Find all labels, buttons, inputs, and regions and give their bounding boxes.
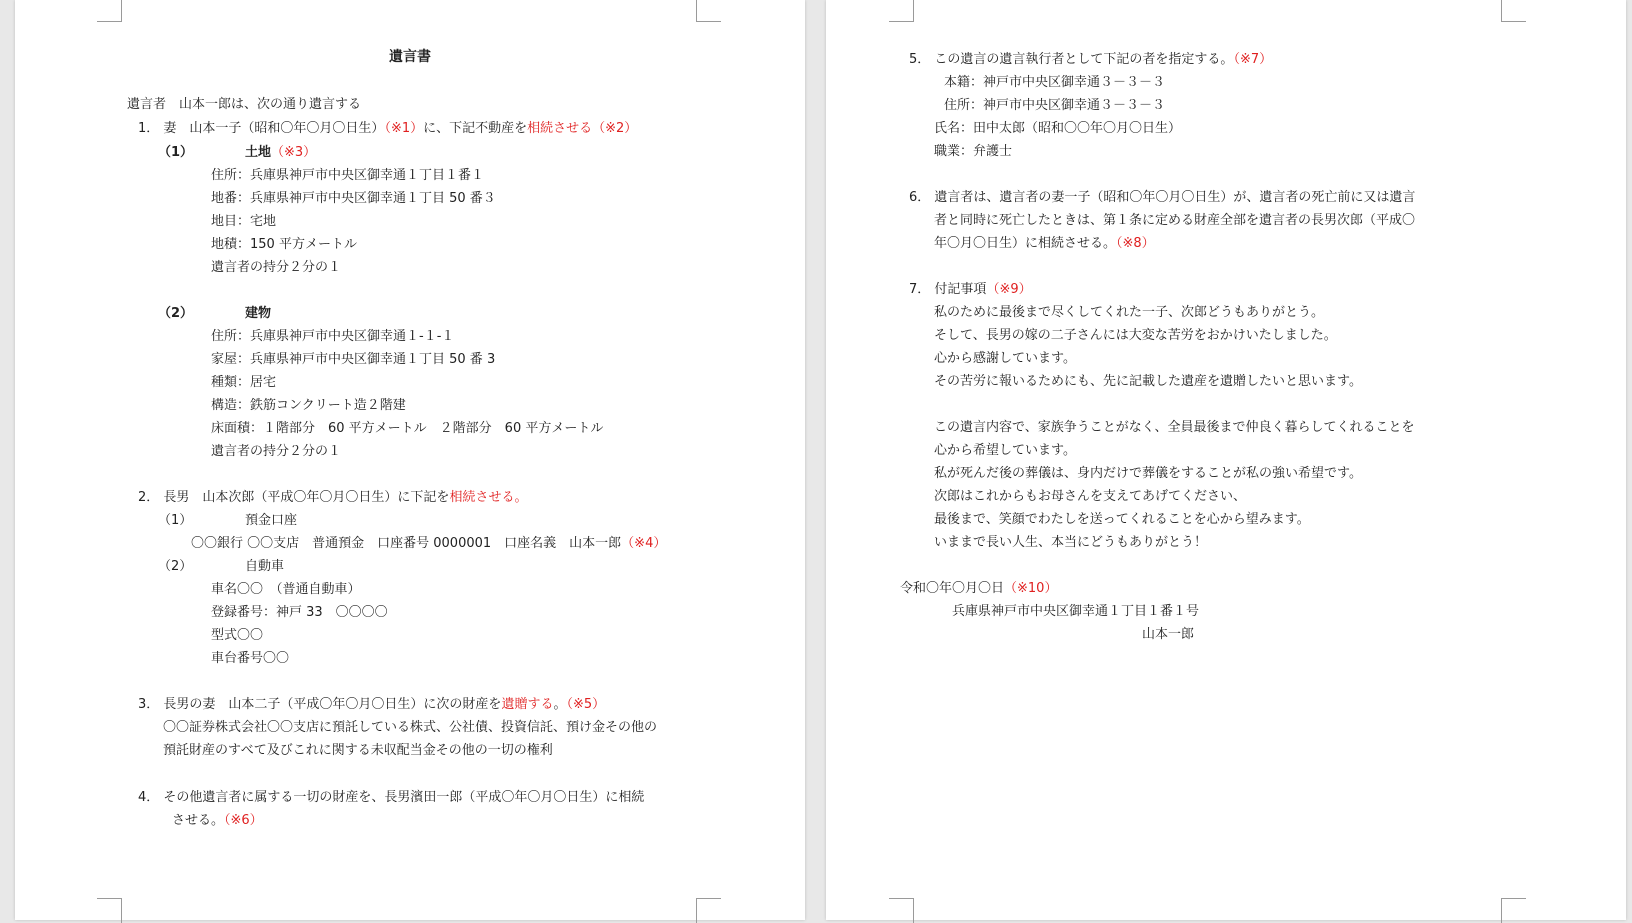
land-line: 地積：150 平方メートル [211, 237, 357, 252]
article-text: その他遺言者に属する一切の財産を、長男濱田一郎（平成〇年〇月〇日生）に相続 [163, 790, 645, 805]
highlight-text: 相続させる [527, 121, 593, 136]
article-text: 年〇月〇日生）に相続させる。 [934, 236, 1117, 251]
note-ref: （※1） [384, 121, 424, 136]
bank-account-line [191, 535, 666, 553]
message-line: 次郎はこれからもお母さんを支えてあげてください、 [934, 489, 1247, 504]
margin-corner-top-right [696, 0, 721, 22]
article-4-continuation [172, 812, 263, 830]
subsection-heading [245, 144, 316, 162]
highlight-text: 相続させる。 [449, 490, 528, 505]
article-1 [138, 120, 637, 138]
article-3 [138, 696, 605, 714]
note-ref: （※7） [1233, 52, 1273, 67]
intro-line: 遺言者 山本一郎は、次の通り遺言する [127, 97, 362, 112]
building-line: 住所：兵庫県神戸市中央区御幸通１‐１‐１ [211, 329, 455, 344]
message-line: いままで長い人生、本当にどうもありがとう！ [934, 535, 1208, 550]
building-line: 種類：居宅 [211, 375, 277, 390]
article-text: 付記事項 [934, 282, 987, 297]
article-number: 7． [909, 282, 931, 297]
subsection-number: （2） [158, 306, 194, 321]
note-ref: （※4） [621, 536, 667, 551]
article-6 [909, 189, 1415, 207]
margin-corner-bottom-left [97, 898, 122, 923]
document-date [900, 580, 1057, 598]
land-line: 地番：兵庫県神戸市中央区御幸通１丁目 50 番３ [211, 191, 496, 206]
land-line: 地目：宅地 [211, 214, 277, 229]
executor-line: 氏名：田中太郎（昭和〇〇年〇月〇日生） [934, 121, 1182, 136]
article-5 [909, 51, 1272, 69]
building-line: 床面積：１階部分 60 平方メートル ２階部分 60 平方メートル [211, 421, 604, 436]
margin-corner-bottom-right [1501, 898, 1526, 923]
article-number: 3． [138, 697, 160, 712]
subsection-title: 自動車 [245, 559, 285, 574]
car-line: 車名〇〇 （普通自動車） [211, 582, 361, 597]
message-line: 最後まで、笑顔でわたしを送ってくれることを心から望みます。 [934, 512, 1310, 527]
margin-corner-top-left [97, 0, 122, 22]
subsection-title: 土地 [245, 145, 272, 160]
article-number: 2． [138, 490, 160, 505]
article-number: 5． [909, 52, 931, 67]
date-text: 令和〇年〇月〇日 [900, 581, 1005, 596]
article-text: させる。 [172, 813, 225, 828]
note-ref: （※9） [986, 282, 1032, 297]
building-line: 遺言者の持分２分の１ [211, 444, 342, 459]
message-line: 心から希望しています。 [934, 443, 1076, 458]
bank-account-text: 〇〇銀行 〇〇支店 普通預金 口座番号 0000001 口座名義 山本一郎 [191, 536, 622, 551]
article-text: 長男 山本次郎（平成〇年〇月〇日生）に下記を [163, 490, 450, 505]
land-line: 遺言者の持分２分の１ [211, 260, 342, 275]
article-text: 妻 山本一子（昭和〇年〇月〇日生） [163, 121, 385, 136]
note-ref: （※3） [271, 145, 317, 160]
subsection-title: 預金口座 [245, 513, 298, 528]
margin-corner-bottom-left [889, 898, 914, 923]
message-line: 私が死んだ後の葬儀は、身内だけで葬儀をすることが私の強い希望です。 [934, 466, 1362, 481]
article-text: 長男の妻 山本二子（平成〇年〇月〇日生）に次の財産を [163, 697, 502, 712]
article-text: 。 [553, 697, 567, 712]
land-line: 住所：兵庫県神戸市中央区御幸通１丁目１番１ [211, 168, 485, 183]
document-page-left [15, 0, 805, 920]
highlight-text: 遺贈する [501, 697, 554, 712]
note-ref: （※8） [1116, 236, 1155, 251]
article-6-line [934, 235, 1155, 253]
subsection-title: 建物 [245, 306, 272, 321]
subsection-number: （2） [158, 559, 193, 574]
article-2 [138, 489, 527, 507]
note-ref: （※2） [592, 121, 638, 136]
securities-line: 預託財産のすべて及びこれに関する未収配当金その他の一切の権利 [163, 743, 553, 758]
message-line: この遺言内容で、家族争うことがなく、全員最後まで仲良く暮らしてくれることを [934, 420, 1415, 435]
car-line: 登録番号：神戸 33 〇〇〇〇 [211, 605, 388, 620]
executor-line: 住所：神戸市中央区御幸通３－３－３ [944, 98, 1166, 113]
article-6-line: 者と同時に死亡したときは、第１条に定める財産全部を遺言者の長男次郎（平成〇 [934, 213, 1416, 228]
document-page-right [826, 0, 1626, 920]
securities-line: 〇〇証券株式会社〇〇支店に預託している株式、公社債、投資信託、預け金その他の [163, 720, 658, 735]
article-text: この遺言の遺言執行者として下記の者を指定する。 [934, 52, 1234, 67]
note-ref: （※5） [566, 697, 606, 712]
article-text: に、下記不動産を [423, 121, 528, 136]
testator-address: 兵庫県神戸市中央区御幸通１丁目１番１号 [952, 604, 1200, 619]
message-line: 心から感謝しています。 [934, 351, 1076, 366]
building-line: 構造：鉄筋コンクリート造２階建 [211, 398, 406, 413]
article-number: 4． [138, 790, 160, 805]
margin-corner-top-left [889, 0, 914, 22]
building-line: 家屋：兵庫県神戸市中央区御幸通１丁目 50 番 3 [211, 352, 496, 367]
car-line: 型式〇〇 [211, 628, 264, 643]
message-line: そして、長男の嫁の二子さんには大変な苦労をおかけいたしました。 [934, 328, 1337, 343]
executor-line: 職業：弁護士 [934, 144, 1013, 159]
testator-signature: 山本一郎 [1142, 627, 1195, 642]
document-title: 遺言書 [389, 49, 431, 65]
message-line: その苦労に報いるためにも、先に記載した遺産を遺贈したいと思います。 [934, 374, 1362, 389]
article-text: 遺言者は、遺言者の妻一子（昭和〇年〇月〇日生）が、遺言者の死亡前に又は遺言 [934, 190, 1416, 205]
margin-corner-bottom-right [696, 898, 721, 923]
note-ref: （※10） [1004, 581, 1058, 596]
message-line: 私のために最後まで尽くしてくれた一子、次郎どうもありがとう。 [934, 305, 1325, 320]
article-number: 1． [138, 121, 160, 136]
note-ref: （※6） [224, 813, 263, 828]
executor-line: 本籍：神戸市中央区御幸通３－３－３ [944, 75, 1166, 90]
article-number: 6． [909, 190, 931, 205]
subsection-number: （1） [158, 513, 193, 528]
article-4 [138, 789, 644, 807]
margin-corner-top-right [1501, 0, 1526, 22]
article-7 [909, 281, 1032, 299]
car-line: 車台番号〇〇 [211, 651, 290, 666]
subsection-number: （1） [158, 145, 194, 160]
